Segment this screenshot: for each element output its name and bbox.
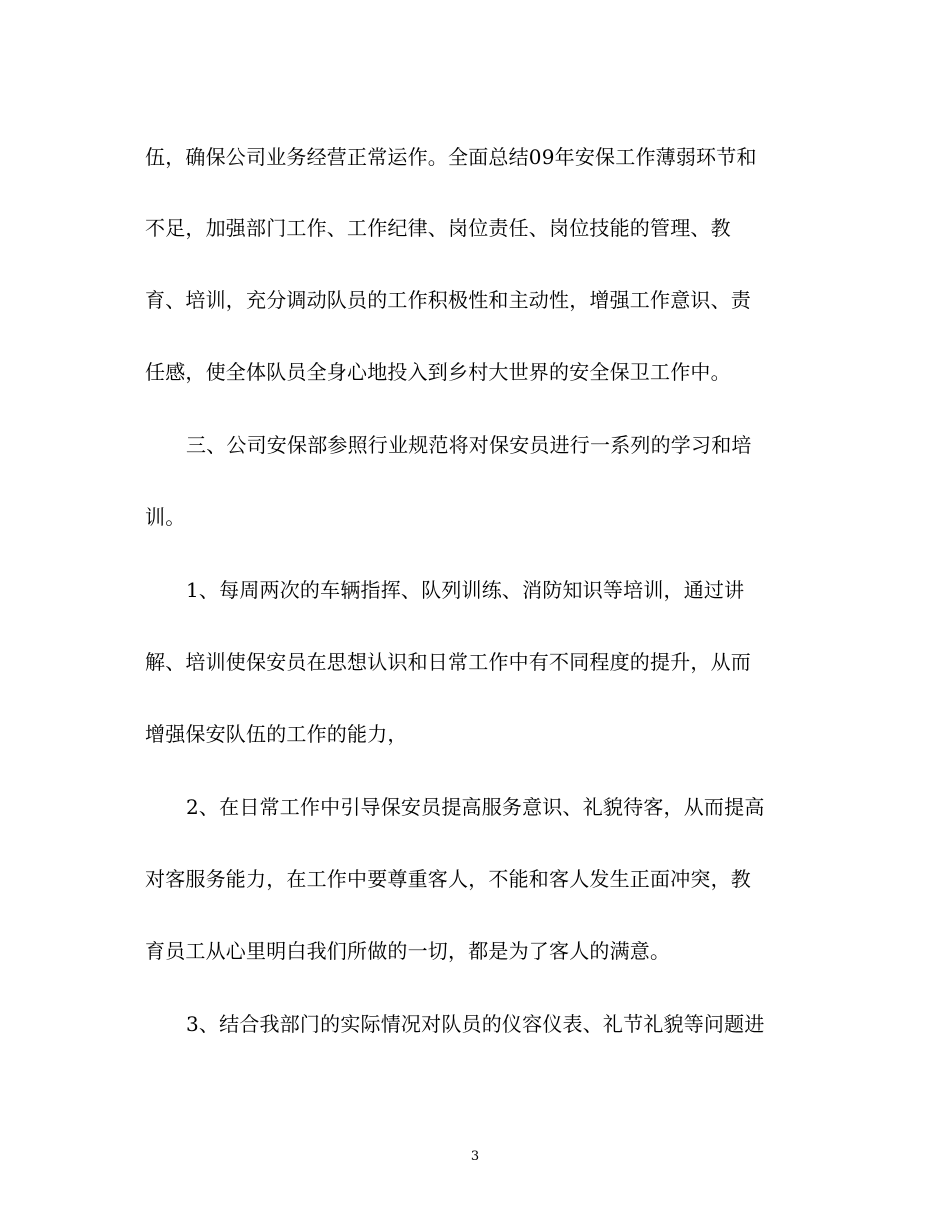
text-line: 训。 [145,505,186,529]
text-line: 对客服务能力，在工作中要尊重客人，不能和客人发生正面冲突，教 [145,867,751,891]
list-item-3-line: 3、结合我部门的实际情况对队员的仪容仪表、礼节礼貌等问题进 [186,1012,765,1036]
text-line: 伍，确保公司业务经营正常运作。全面总结09年安保工作薄弱环节和 [145,145,757,169]
text-line: 不足，加强部门工作、工作纪律、岗位责任、岗位技能的管理、教 [145,216,731,240]
page-number: 3 [470,1149,480,1164]
text-line: 增强保安队伍的工作的能力， [145,722,408,746]
list-item-1-line: 1、每周两次的车辆指挥、队列训练、消防知识等培训，通过讲 [186,578,745,602]
text-line: 解、培训使保安员在思想认识和日常工作中有不同程度的提升，从而 [145,650,751,674]
list-item-2-line: 2、在日常工作中引导保安员提高服务意识、礼貌待客，从而提高 [186,795,765,819]
text-line: 育员工从心里明白我们所做的一切，都是为了客人的满意。 [145,939,671,963]
text-line: 育、培训，充分调动队员的工作积极性和主动性，增强工作意识、责 [145,288,751,312]
text-line: 任感，使全体队员全身心地投入到乡村大世界的安全保卫工作中。 [145,360,731,384]
paragraph-heading-line: 三、公司安保部参照行业规范将对保安员进行一系列的学习和培 [186,433,752,457]
